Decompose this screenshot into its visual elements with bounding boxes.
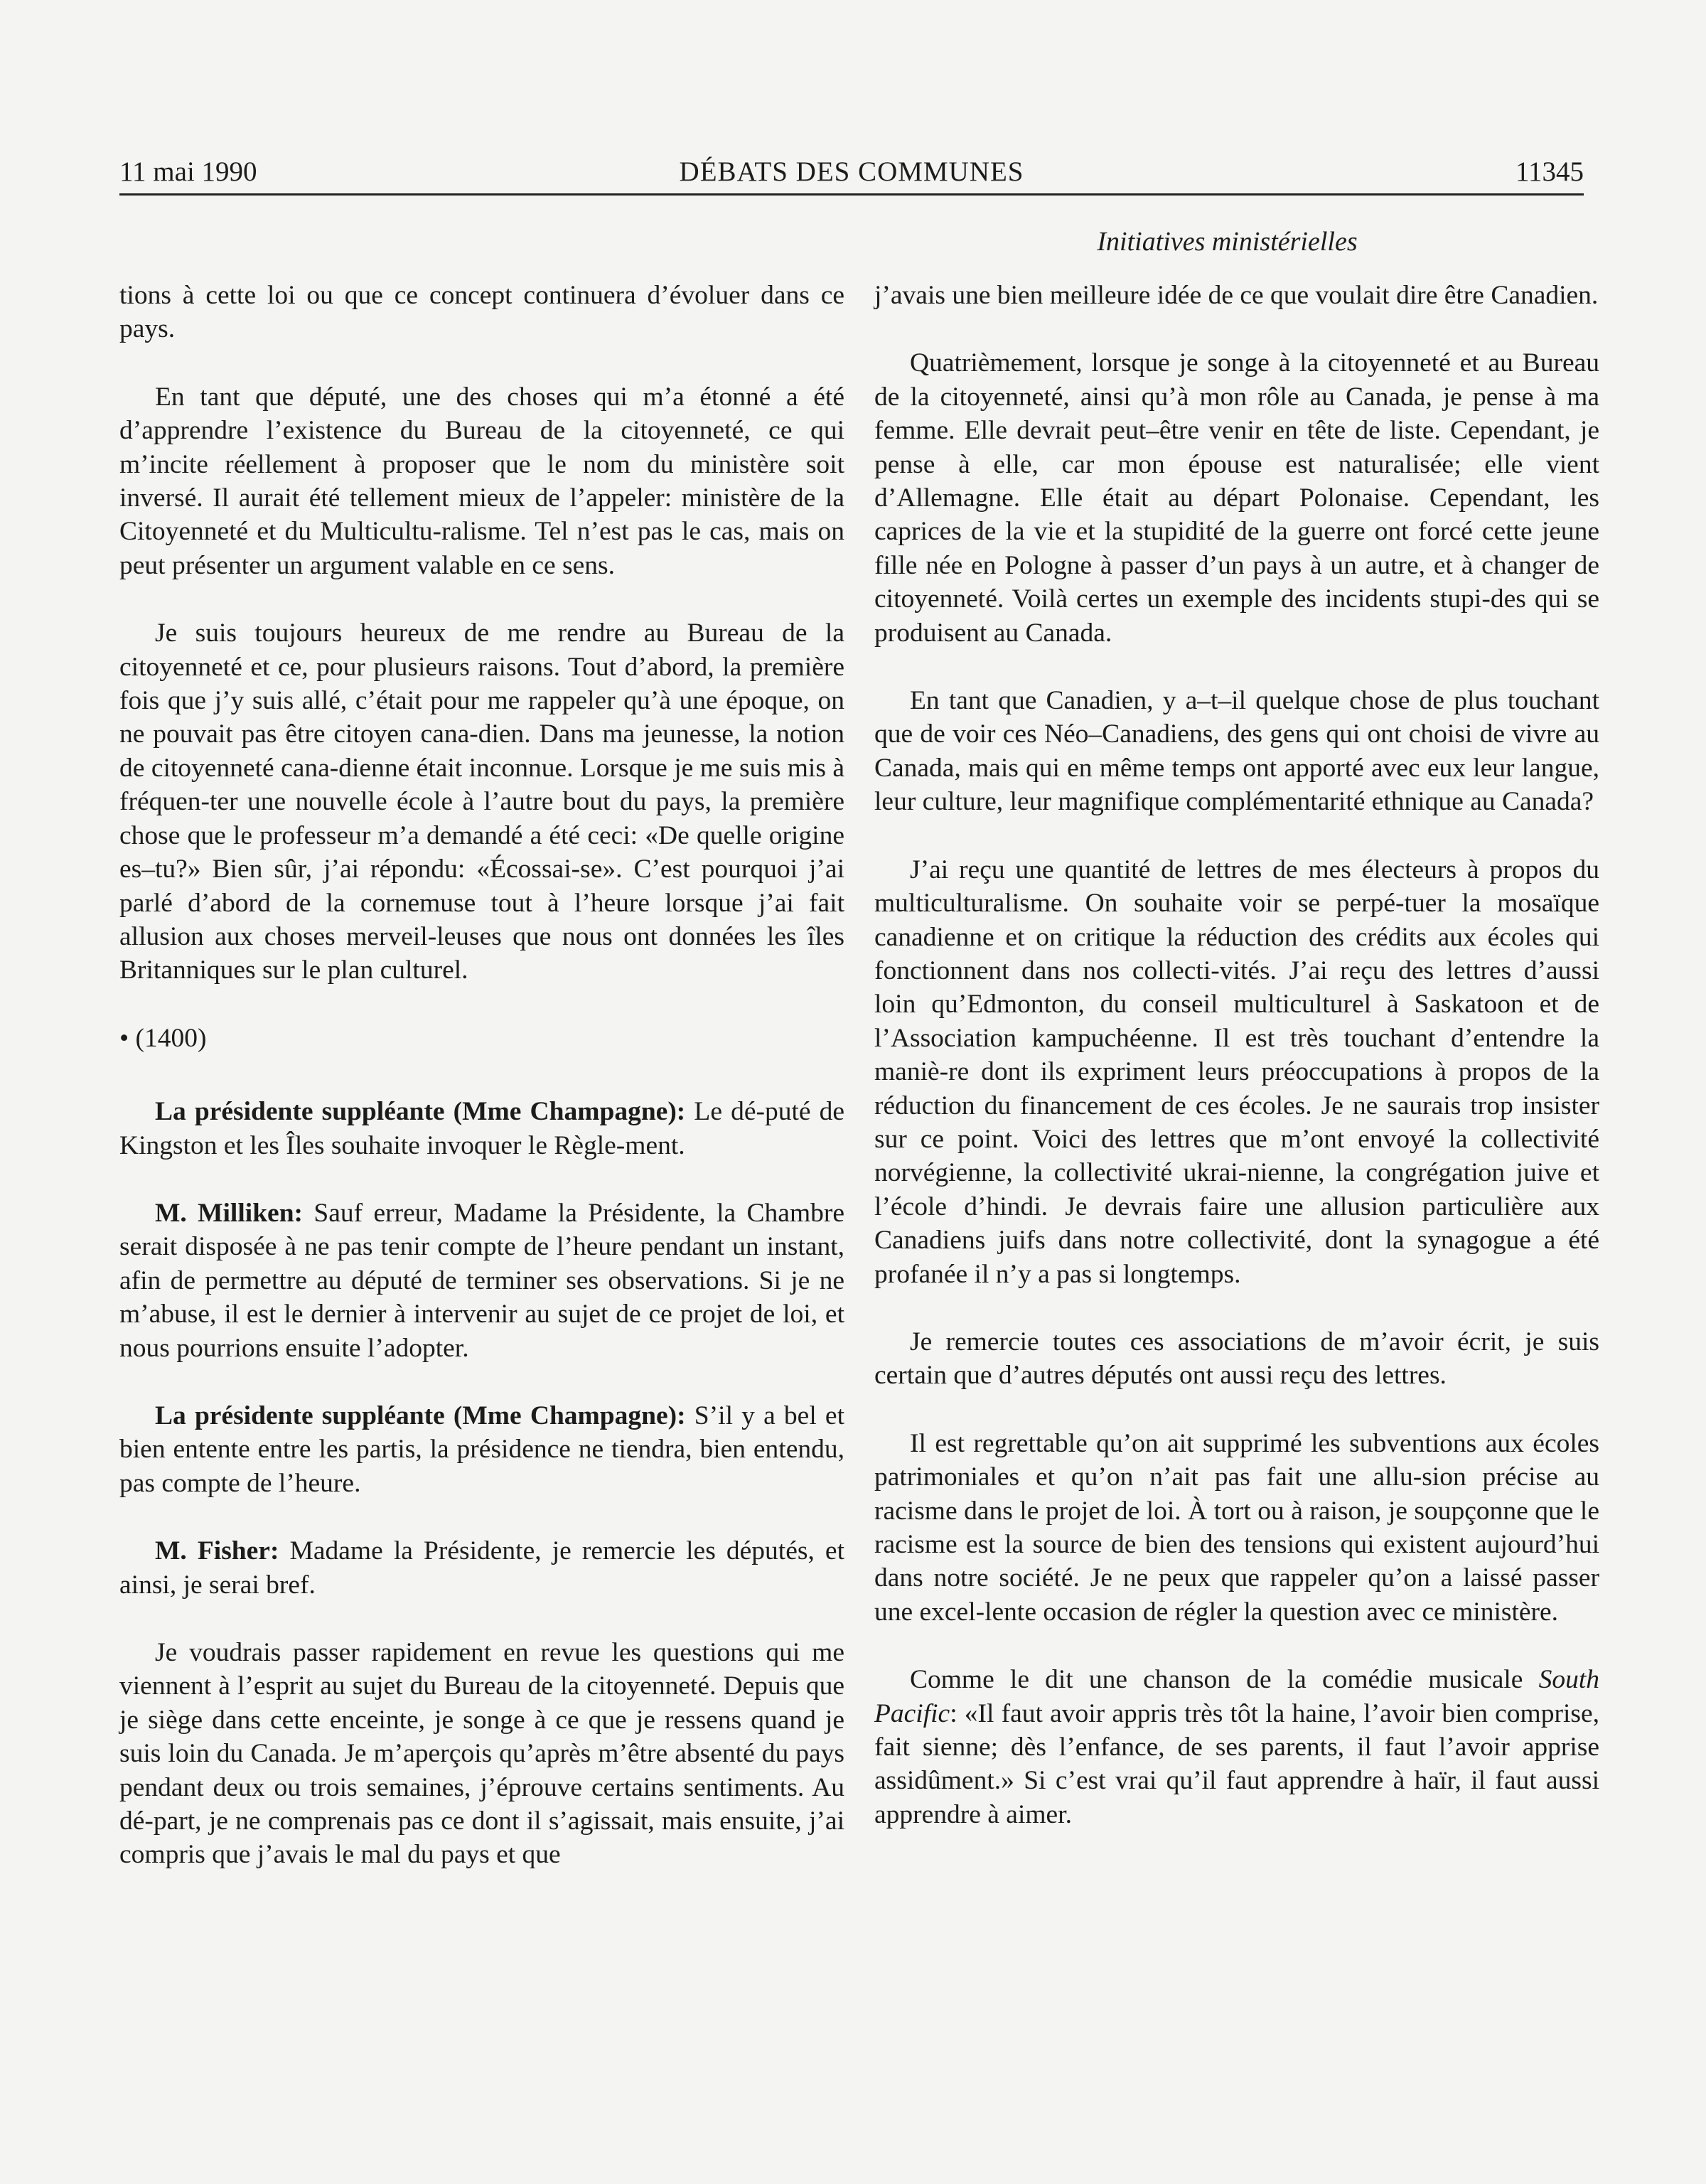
speech-paragraph — [119, 1197, 844, 1365]
paragraph: Je voudrais passer rapidement en revue les questions qui me viennent à l’esprit au sujet du Bureau de la citoyenneté. Depuis que je siège dans cette enceinte, je songe à ce que je ressens quand je suis loin du Canada. Je m’aperçois qu’après m’être absenté du pays pendant deux ou trois semaines, j’éprouve certains sentiments. Au dé-part, je ne comprenais pas ce dont il s’agissait, mais ensuite, j’ai compris que j’avais le mal du pays et que — [119, 1638, 844, 1870]
paragraph: En tant que député, une des choses qui m’a étonné a été d’apprendre l’existence du Bureau de la citoyenneté, ce qui m’incite réellement à proposer que le nom du ministère soit inversé. Il aurait été tellement mieux de l’appeler: ministère de la Citoyenneté et du Multicultu-ralisme. Tel n’est pas le cas, mais on peut présenter un argument valable en ce sens. — [119, 382, 844, 580]
time-marker: • (1400) — [119, 1023, 207, 1053]
header-date: 11 mai 1990 — [119, 156, 257, 187]
paragraph: En tant que Canadien, y a–t–il quelque chose de plus touchant que de voir ces Néo–Canadiens, des gens qui ont choisi de vivre au Canada, mais qui en même temps ont apporté avec eux leur langue, leur culture, leur magnifique complémentarité ethnique au Canada? — [874, 686, 1599, 817]
paragraph: Je suis toujours heureux de me rendre au Bureau de la citoyenneté et ce, pour plusieurs raisons. Tout d’abord, la première fois que j’y suis allé, c’était pour me rappeler qu’à une époque, on ne pouvait pas être citoyen cana-dien. Dans ma jeunesse, la notion de citoyenneté cana-dienne était inconnue. Lorsque je me suis mis à fréquen-ter une nouvelle école à l’autre bout du pays, la première chose que le professeur m’a demandé a été ceci: «De quelle origine es–tu?» Bien sûr, j’ai répondu: «Écossai-se». C’est pourquoi j’ai parlé d’abord de la cornemuse tout à l’heure lorsque j’ai fait allusion aux choses merveil-leuses que nous ont données les îles Britanniques sur le plan culturel. — [119, 619, 844, 985]
paragraph — [874, 1663, 1599, 1831]
section-title: Initiatives ministérielles — [1097, 227, 1358, 257]
paragraph: J’ai reçu une quantité de lettres de mes électeurs à propos du multiculturalisme. On souhaite voir se perpé-tuer la mosaïque canadienne et on critique la réduction des crédits aux écoles qui fonctionnent dans nos collecti-vités. J’ai reçu des lettres d’aussi loin qu’Edmonton, du conseil multiculturel à Saskatoon et de l’Association kampuchéenne. Il est très touchant d’entendre la maniè-re dont ils expriment leurs préoccupations à propos de la réduction du financement de ces écoles. Je ne saurais trop insister sur ce point. Voici des lettres que m’ont envoyé la collectivité norvégienne, la collectivité ukrai-nienne, la congrégation juive et l’école d’hindi. Je devrais faire une allusion particulière aux Canadiens juifs dans notre collectivité, dont la synagogue a été profanée il n’y a pas si longtemps. — [874, 855, 1599, 1289]
speech-text: Sauf erreur, Madame la Présidente, la Chambre serait disposée à ne pas tenir compte de l’heure pendant un instant, afin de permettre au député de terminer ses observations. Si je ne m’abuse, il est le dernier à intervenir au sujet de ce projet de loi, et nous pourrions ensuite l’adopter. — [119, 1198, 844, 1363]
speech-text: Le dé-puté de Kingston et les Îles souhaite invoquer le Règle-ment. — [119, 1097, 845, 1160]
speech-paragraph — [119, 1095, 844, 1162]
paragraph: Quatrièmement, lorsque je songe à la citoyenneté et au Bureau de la citoyenneté, ainsi qu’à mon rôle au Canada, je pense à ma femme. Elle devrait peut–être venir en tête de liste. Cependant, je pense à elle, car mon épouse est naturalisée; elle vient d’Allemagne. Elle était au départ Polonaise. Cependant, les caprices de la vie et la stupidité de la guerre ont forcé cette jeune fille née en Pologne à passer d’un pays à un autre, et à changer de citoyenneté. Voilà certes un exemple des incidents stupi-des qui se produisent au Canada. — [874, 348, 1599, 648]
page-header — [119, 151, 1584, 193]
speaker-name: La présidente suppléante (Mme Champagne): — [155, 1401, 686, 1430]
header-title: DÉBATS DES COMMUNES — [679, 156, 1024, 187]
right-column — [874, 279, 1599, 1866]
paragraph: tions à cette loi ou que ce concept continuera d’évoluer dans ce pays. — [119, 281, 844, 344]
speech-paragraph — [119, 1534, 844, 1602]
speaker-name: M. Milliken: — [155, 1198, 304, 1228]
text-run: Comme le dit une chanson de la comédie musicale — [910, 1665, 1539, 1695]
header-page-number: 11345 — [1515, 156, 1584, 187]
paragraph: Il est regrettable qu’on ait supprimé les subventions aux écoles patrimoniales et qu’on n’ait pas fait une allu-sion précise au racisme dans le projet de loi. À tort ou à raison, je soupçonne que le racisme est la source de bien des tensions qui existent aujourd’hui dans notre société. Je ne peux que rappeler qu’on a laissé passer une excel-lente occasion de régler la question avec ce ministère. — [874, 1428, 1599, 1627]
speaker-name: La présidente suppléante (Mme Champagne): — [155, 1097, 686, 1127]
header-rule — [119, 193, 1584, 196]
speech-paragraph — [119, 1399, 844, 1500]
left-column — [119, 279, 844, 1906]
musical-title: South Pacific — [874, 1665, 1599, 1728]
paragraph: Je remercie toutes ces associations de m’avoir écrit, je suis certain que d’autres députés ont aussi reçu des lettres. — [874, 1327, 1599, 1391]
paragraph: j’avais une bien meilleure idée de ce que voulait dire être Canadien. — [874, 281, 1599, 310]
speech-text: Madame la Présidente, je remercie les députés, et ainsi, je serai bref. — [119, 1536, 844, 1600]
speaker-name: M. Fisher: — [155, 1536, 279, 1566]
speech-text: S’il y a bel et bien entente entre les partis, la présidence ne tiendra, bien entendu, pas compte de l’heure. — [119, 1401, 844, 1498]
text-run: : «Il faut avoir appris très tôt la haine, l’avoir bien comprise, fait sienne; dès l’enfance, de ses parents, il faut l’avoir apprise assidûment.» Si c’est vrai qu’il faut apprendre à haïr, il faut aussi apprendre à aimer. — [874, 1698, 1599, 1829]
